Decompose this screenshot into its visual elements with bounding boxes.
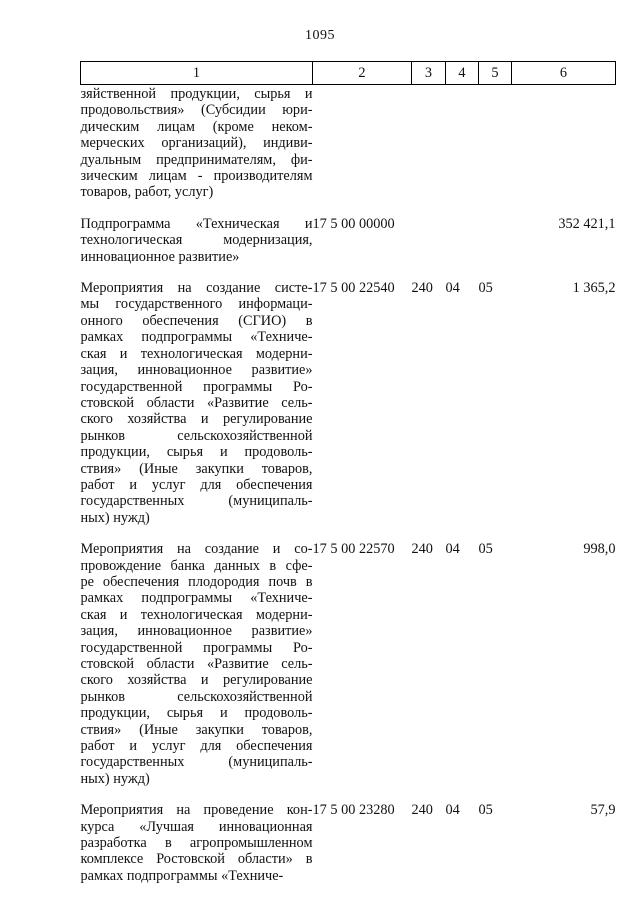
page-number: 1095 xyxy=(305,28,335,43)
table-row xyxy=(81,201,616,265)
item-name-line: зация, инновационное развитие» xyxy=(80,362,313,379)
item-name-line: государственной программы Ро- xyxy=(80,378,313,395)
target-article-cell xyxy=(313,85,412,201)
item-name-line: ре обеспечения плодородия почв в xyxy=(80,573,313,590)
section-cell xyxy=(446,85,479,201)
item-name-line: дическим лицам (кроме неком- xyxy=(80,118,313,135)
table-body xyxy=(81,85,616,885)
item-name-cell xyxy=(81,787,313,884)
expense-type-cell xyxy=(412,85,446,201)
item-name-line: рынков сельскохозяйственной xyxy=(80,688,313,705)
section-cell xyxy=(446,201,479,265)
column-header: 2 xyxy=(313,62,412,85)
item-name-line: ных) нужд) xyxy=(80,509,150,526)
item-name-line: мерческих организаций), индиви- xyxy=(80,135,313,152)
item-name-cell xyxy=(81,265,313,526)
target-article-cell: 17 5 00 00000 xyxy=(312,215,395,232)
item-name-line: ствия» (Иные закупки товаров, xyxy=(80,460,313,477)
table-row xyxy=(81,85,616,201)
item-name-line: Мероприятия на проведение кон- xyxy=(80,802,313,819)
item-name-line: технологическая модернизация, xyxy=(80,232,313,249)
subsection-cell xyxy=(479,85,512,201)
item-name-line: государственных (муниципаль- xyxy=(80,754,313,771)
amount-cell: 352 421,1 xyxy=(558,215,616,232)
amount-cell: 1 365,2 xyxy=(572,280,616,297)
item-name-line: работ и услуг для обеспечения xyxy=(80,738,313,755)
item-name-line: ных) нужд) xyxy=(80,770,150,787)
subsection-cell: 05 xyxy=(478,541,493,558)
item-name-line: продовольствия» (Субсидии юри- xyxy=(80,102,313,119)
amount-cell: 998,0 xyxy=(583,541,616,558)
item-name-line: инновационное развитие» xyxy=(80,248,240,265)
item-name-line: Подпрограмма «Техническая и xyxy=(80,215,313,232)
subsection-cell: 05 xyxy=(478,802,493,819)
header-row xyxy=(81,62,616,85)
target-article-cell: 17 5 00 23280 xyxy=(312,802,395,819)
item-name-line: комплексе Ростовской области» в xyxy=(80,851,313,868)
item-name-cell xyxy=(81,526,313,787)
item-name-line: государственных (муниципаль- xyxy=(80,493,313,510)
section-cell: 04 xyxy=(445,541,460,558)
item-name-line: продукции, сырья и продоволь- xyxy=(80,705,313,722)
section-cell: 04 xyxy=(445,802,460,819)
item-name-line: ствия» (Иные закупки товаров, xyxy=(80,721,313,738)
item-name-line: рамках подпрограммы «Техниче- xyxy=(80,329,313,346)
column-header: 6 xyxy=(512,62,616,85)
item-name-line: стовской области «Развитие сель- xyxy=(80,394,313,411)
item-name-line: зяйственной продукции, сырья и xyxy=(80,86,313,102)
item-name-line: ского хозяйства и регулирование xyxy=(80,411,313,428)
table-row xyxy=(81,265,616,526)
target-article-cell: 17 5 00 22570 xyxy=(312,541,395,558)
item-name-line: рамках подпрограммы «Техниче- xyxy=(80,590,313,607)
item-name-line: стовской области «Развитие сель- xyxy=(80,656,313,672)
table-row xyxy=(81,787,616,884)
item-name-line: курса «Лучшая инновационная xyxy=(80,818,313,835)
item-name-line: товаров, работ, услуг) xyxy=(80,184,214,201)
item-name-line: ская и технологическая модерни- xyxy=(80,345,313,362)
item-name-line: онного обеспечения (СГИО) в xyxy=(80,312,313,329)
subsection-cell xyxy=(479,201,512,265)
item-name-line: государственной программы Ро- xyxy=(80,639,313,656)
budget-table xyxy=(80,61,616,884)
expense-type-cell xyxy=(412,201,446,265)
item-name-line: провождение банка данных в сфе- xyxy=(80,557,313,574)
column-header: 1 xyxy=(81,62,313,85)
item-name-line: зическим лицам - производителям xyxy=(80,168,313,185)
column-header: 5 xyxy=(479,62,512,85)
item-name-line: зация, инновационное развитие» xyxy=(80,623,313,640)
item-name-line: Мероприятия на создание и со- xyxy=(80,541,313,558)
table-row xyxy=(81,526,616,787)
item-name-line: разработка в агропромышленном xyxy=(80,835,313,852)
expense-type-cell: 240 xyxy=(411,280,433,297)
column-header: 4 xyxy=(446,62,479,85)
target-article-cell: 17 5 00 22540 xyxy=(312,280,395,297)
item-name-line: ская и технологическая модерни- xyxy=(80,606,313,623)
item-name-line: Мероприятия на создание систе- xyxy=(80,280,313,297)
column-header: 3 xyxy=(412,62,446,85)
item-name-line: продукции, сырья и продоволь- xyxy=(80,444,313,461)
item-name-line: мы государственного информаци- xyxy=(80,296,313,313)
item-name-line: рынков сельскохозяйственной xyxy=(80,427,313,444)
expense-type-cell: 240 xyxy=(411,802,433,819)
item-name-line: дуальным предпринимателям, фи- xyxy=(80,151,313,168)
item-name-line: ского хозяйства и регулирование xyxy=(80,672,313,689)
amount-cell xyxy=(512,85,616,201)
item-name-cell xyxy=(81,85,313,201)
section-cell: 04 xyxy=(445,280,460,297)
amount-cell: 57,9 xyxy=(590,802,616,819)
item-name-line: работ и услуг для обеспечения xyxy=(80,476,313,493)
expense-type-cell: 240 xyxy=(411,541,433,558)
subsection-cell: 05 xyxy=(478,280,493,297)
item-name-line: рамках подпрограммы «Техниче- xyxy=(80,867,284,884)
item-name-cell xyxy=(81,201,313,265)
